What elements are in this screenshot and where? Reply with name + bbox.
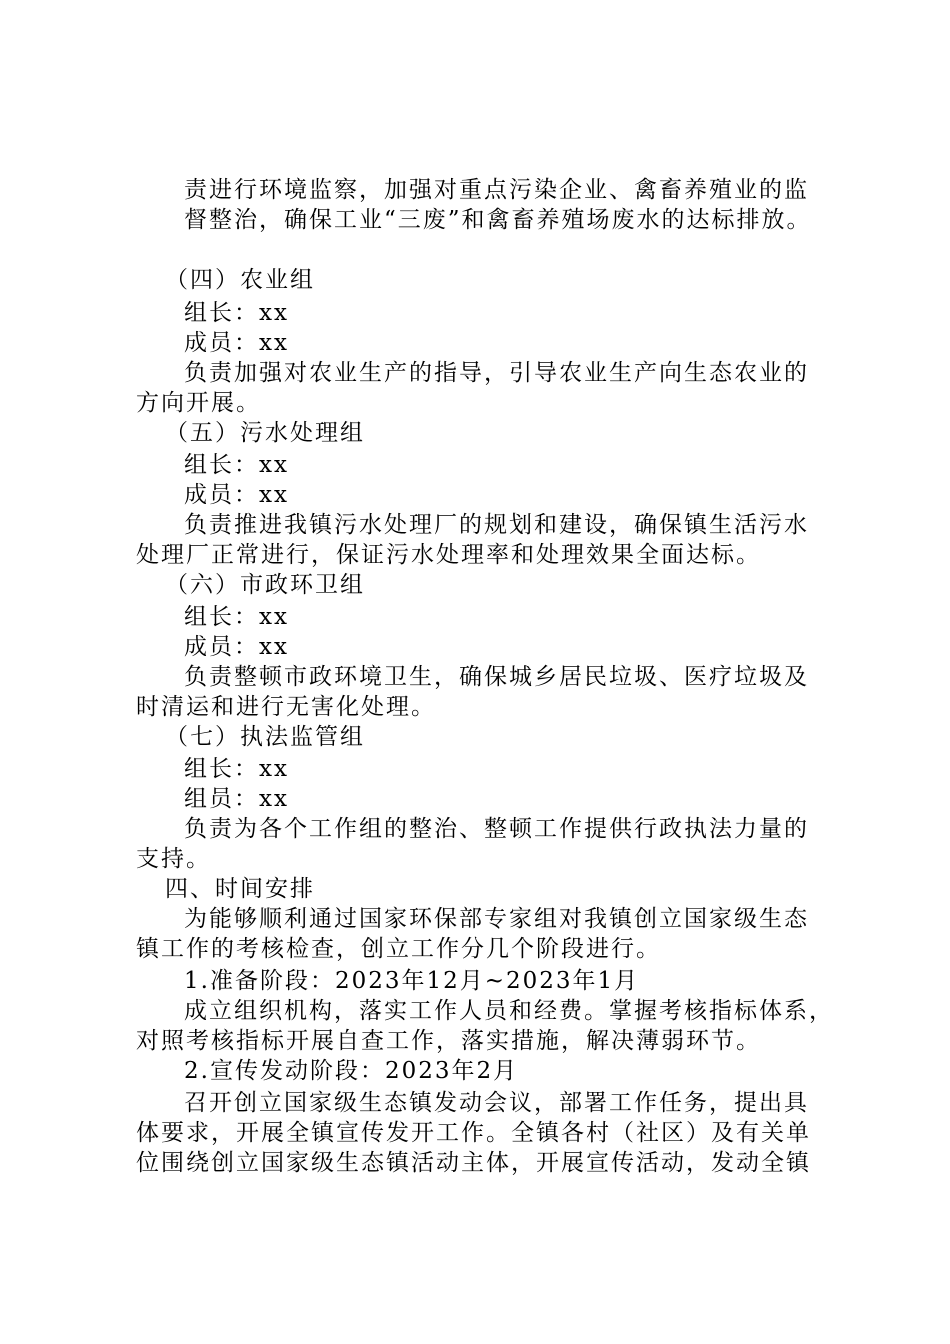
paragraph-line: 时清运和进行无害化处理。: [136, 694, 436, 720]
phase-heading-publicity: 2.宣传发动阶段：2023年2月: [184, 1058, 519, 1084]
group-member-line: 成员：xx: [184, 330, 289, 356]
paragraph-line: 为能够顺利通过国家环保部专家组对我镇创立国家级生态: [184, 906, 809, 932]
group-leader-line: 组长：xx: [184, 756, 289, 782]
section-heading-sewage: （五）污水处理组: [165, 420, 365, 446]
group-leader-line: 组长：xx: [184, 604, 289, 630]
paragraph-line: 体要求，开展全镇宣传发开工作。全镇各村（社区）及有关单: [136, 1120, 811, 1146]
paragraph-line: 负责推进我镇污水处理厂的规划和建设，确保镇生活污水: [184, 512, 809, 538]
paragraph-line: 支持。: [136, 846, 211, 872]
section-heading-enforcement: （七）执法监管组: [165, 724, 365, 750]
section-heading-sanitation: （六）市政环卫组: [165, 572, 365, 598]
section-heading-schedule: 四、时间安排: [165, 876, 315, 902]
paragraph-line: 召开创立国家级生态镇发动会议，部署工作任务，提出具: [184, 1090, 809, 1116]
paragraph-line: 方向开展。: [136, 390, 261, 416]
paragraph-line: 责进行环境监察，加强对重点污染企业、禽畜养殖业的监: [184, 177, 809, 203]
group-member-line: 组员：xx: [184, 786, 289, 812]
paragraph-line: 负责为各个工作组的整治、整顿工作提供行政执法力量的: [184, 816, 809, 842]
paragraph-line: 负责整顿市政环境卫生，确保城乡居民垃圾、医疗垃圾及: [184, 664, 809, 690]
section-heading-agriculture: （四）农业组: [165, 267, 315, 293]
paragraph-line: 处理厂正常进行，保证污水处理率和处理效果全面达标。: [136, 542, 761, 568]
group-member-line: 成员：xx: [184, 634, 289, 660]
paragraph-line: 负责加强对农业生产的指导，引导农业生产向生态农业的: [184, 360, 809, 386]
paragraph-line: 督整治，确保工业“三废”和禽畜养殖场废水的达标排放。: [184, 207, 812, 233]
group-member-line: 成员：xx: [184, 482, 289, 508]
group-leader-line: 组长：xx: [184, 452, 289, 478]
paragraph-line: 位围绕创立国家级生态镇活动主体，开展宣传活动，发动全镇: [136, 1150, 811, 1176]
paragraph-line: 成立组织机构，落实工作人员和经费。掌握考核指标体系，: [184, 998, 834, 1024]
phase-heading-preparation: 1.准备阶段：2023年12月~2023年1月: [184, 968, 640, 994]
paragraph-line: 对照考核指标开展自查工作，落实措施，解决薄弱环节。: [136, 1028, 761, 1054]
group-leader-line: 组长：xx: [184, 300, 289, 326]
paragraph-line: 镇工作的考核检查，创立工作分几个阶段进行。: [136, 936, 661, 962]
